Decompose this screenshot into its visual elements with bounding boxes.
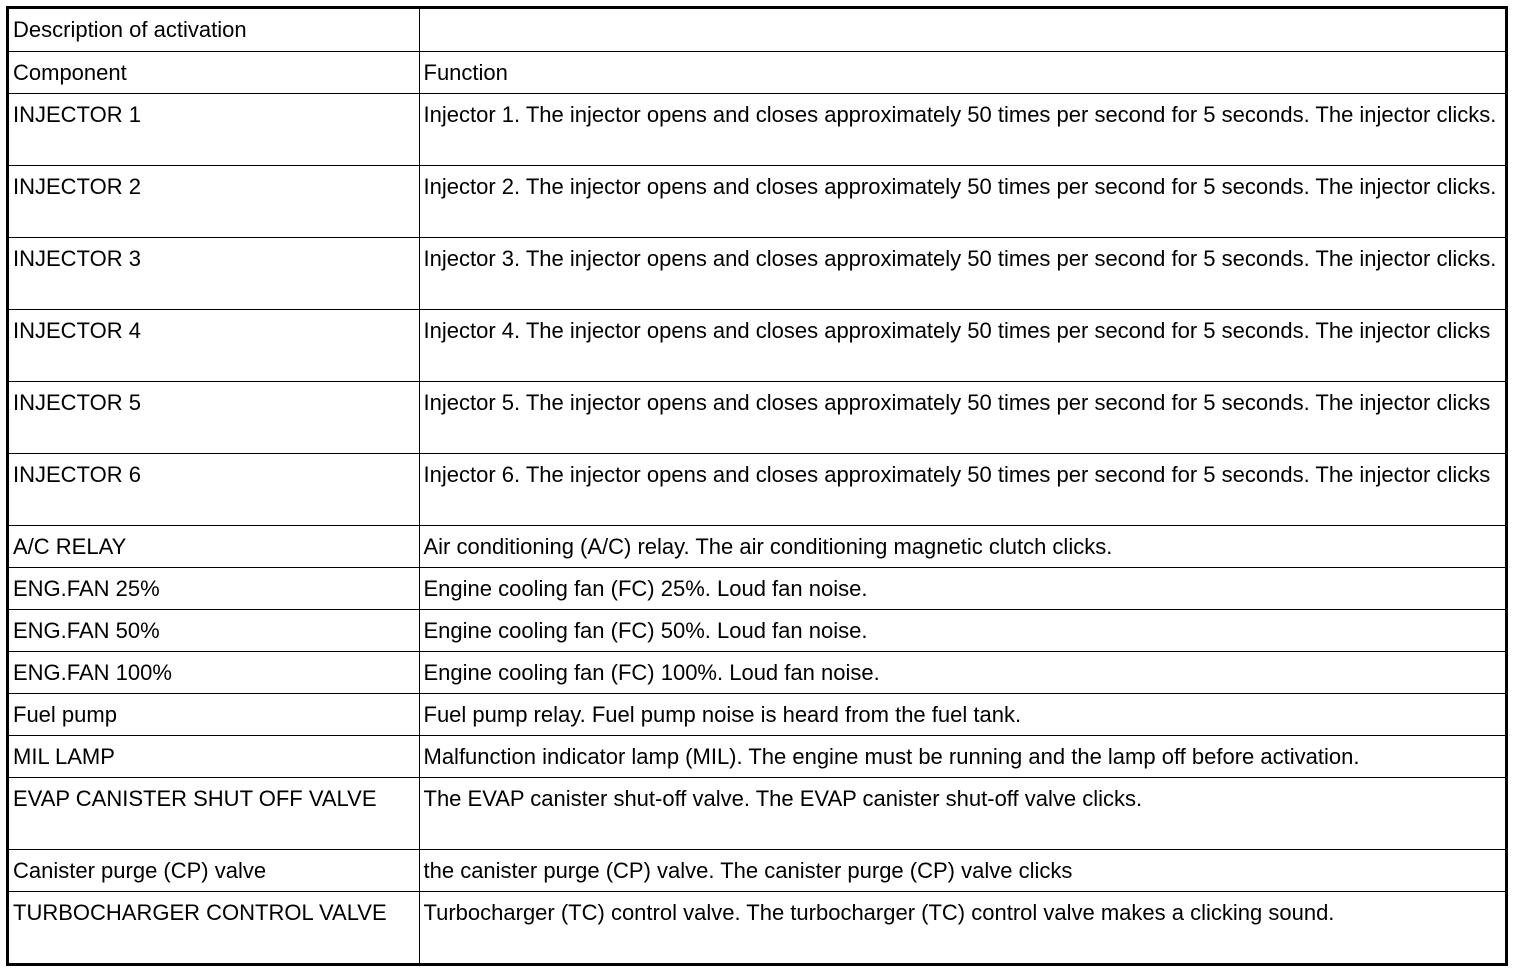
function-cell: Fuel pump relay. Fuel pump noise is heard from the fuel tank. [419, 693, 1505, 735]
table-row [9, 651, 1505, 693]
component-cell: INJECTOR 2 [9, 165, 419, 237]
component-cell: Fuel pump [9, 693, 419, 735]
function-cell: Engine cooling fan (FC) 100%. Loud fan noise. [419, 651, 1505, 693]
function-cell: Injector 4. The injector opens and closes approximately 50 times per second for 5 seconds. The injector clicks [419, 309, 1505, 381]
table-title-blank [419, 9, 1505, 51]
function-cell: Engine cooling fan (FC) 25%. Loud fan noise. [419, 567, 1505, 609]
component-cell: INJECTOR 3 [9, 237, 419, 309]
component-cell: INJECTOR 4 [9, 309, 419, 381]
table-row [9, 777, 1505, 849]
table-header-row [9, 51, 1505, 93]
function-cell: Injector 1. The injector opens and closes approximately 50 times per second for 5 seconds. The injector clicks. [419, 93, 1505, 165]
header-component: Component [9, 51, 419, 93]
component-cell: ENG.FAN 50% [9, 609, 419, 651]
table-row [9, 165, 1505, 237]
activation-table [9, 9, 1505, 963]
table-row [9, 525, 1505, 567]
table-row [9, 381, 1505, 453]
component-cell: INJECTOR 6 [9, 453, 419, 525]
table-row [9, 237, 1505, 309]
component-cell: EVAP CANISTER SHUT OFF VALVE [9, 777, 419, 849]
component-cell: TURBOCHARGER CONTROL VALVE [9, 891, 419, 963]
table-title-row [9, 9, 1505, 51]
function-cell: Engine cooling fan (FC) 50%. Loud fan noise. [419, 609, 1505, 651]
function-cell: Malfunction indicator lamp (MIL). The engine must be running and the lamp off before activation. [419, 735, 1505, 777]
component-cell: INJECTOR 5 [9, 381, 419, 453]
component-cell: MIL LAMP [9, 735, 419, 777]
activation-table-frame [6, 6, 1508, 966]
function-cell: Air conditioning (A/C) relay. The air conditioning magnetic clutch clicks. [419, 525, 1505, 567]
function-cell: The EVAP canister shut-off valve. The EVAP canister shut-off valve clicks. [419, 777, 1505, 849]
function-cell: Injector 3. The injector opens and closes approximately 50 times per second for 5 seconds. The injector clicks. [419, 237, 1505, 309]
function-cell: Injector 5. The injector opens and closes approximately 50 times per second for 5 seconds. The injector clicks [419, 381, 1505, 453]
component-cell: Canister purge (CP) valve [9, 849, 419, 891]
table-title: Description of activation [9, 9, 419, 51]
function-cell: Turbocharger (TC) control valve. The turbocharger (TC) control valve makes a clicking sound. [419, 891, 1505, 963]
component-cell: ENG.FAN 25% [9, 567, 419, 609]
component-cell: INJECTOR 1 [9, 93, 419, 165]
component-cell: ENG.FAN 100% [9, 651, 419, 693]
table-row [9, 735, 1505, 777]
table-row [9, 453, 1505, 525]
header-function: Function [419, 51, 1505, 93]
table-row [9, 849, 1505, 891]
table-row [9, 609, 1505, 651]
table-row [9, 309, 1505, 381]
function-cell: Injector 6. The injector opens and closes approximately 50 times per second for 5 seconds. The injector clicks [419, 453, 1505, 525]
table-row [9, 567, 1505, 609]
component-cell: A/C RELAY [9, 525, 419, 567]
function-cell: the canister purge (CP) valve. The canister purge (CP) valve clicks [419, 849, 1505, 891]
table-row [9, 93, 1505, 165]
table-row [9, 693, 1505, 735]
function-cell: Injector 2. The injector opens and closes approximately 50 times per second for 5 seconds. The injector clicks. [419, 165, 1505, 237]
table-row [9, 891, 1505, 963]
